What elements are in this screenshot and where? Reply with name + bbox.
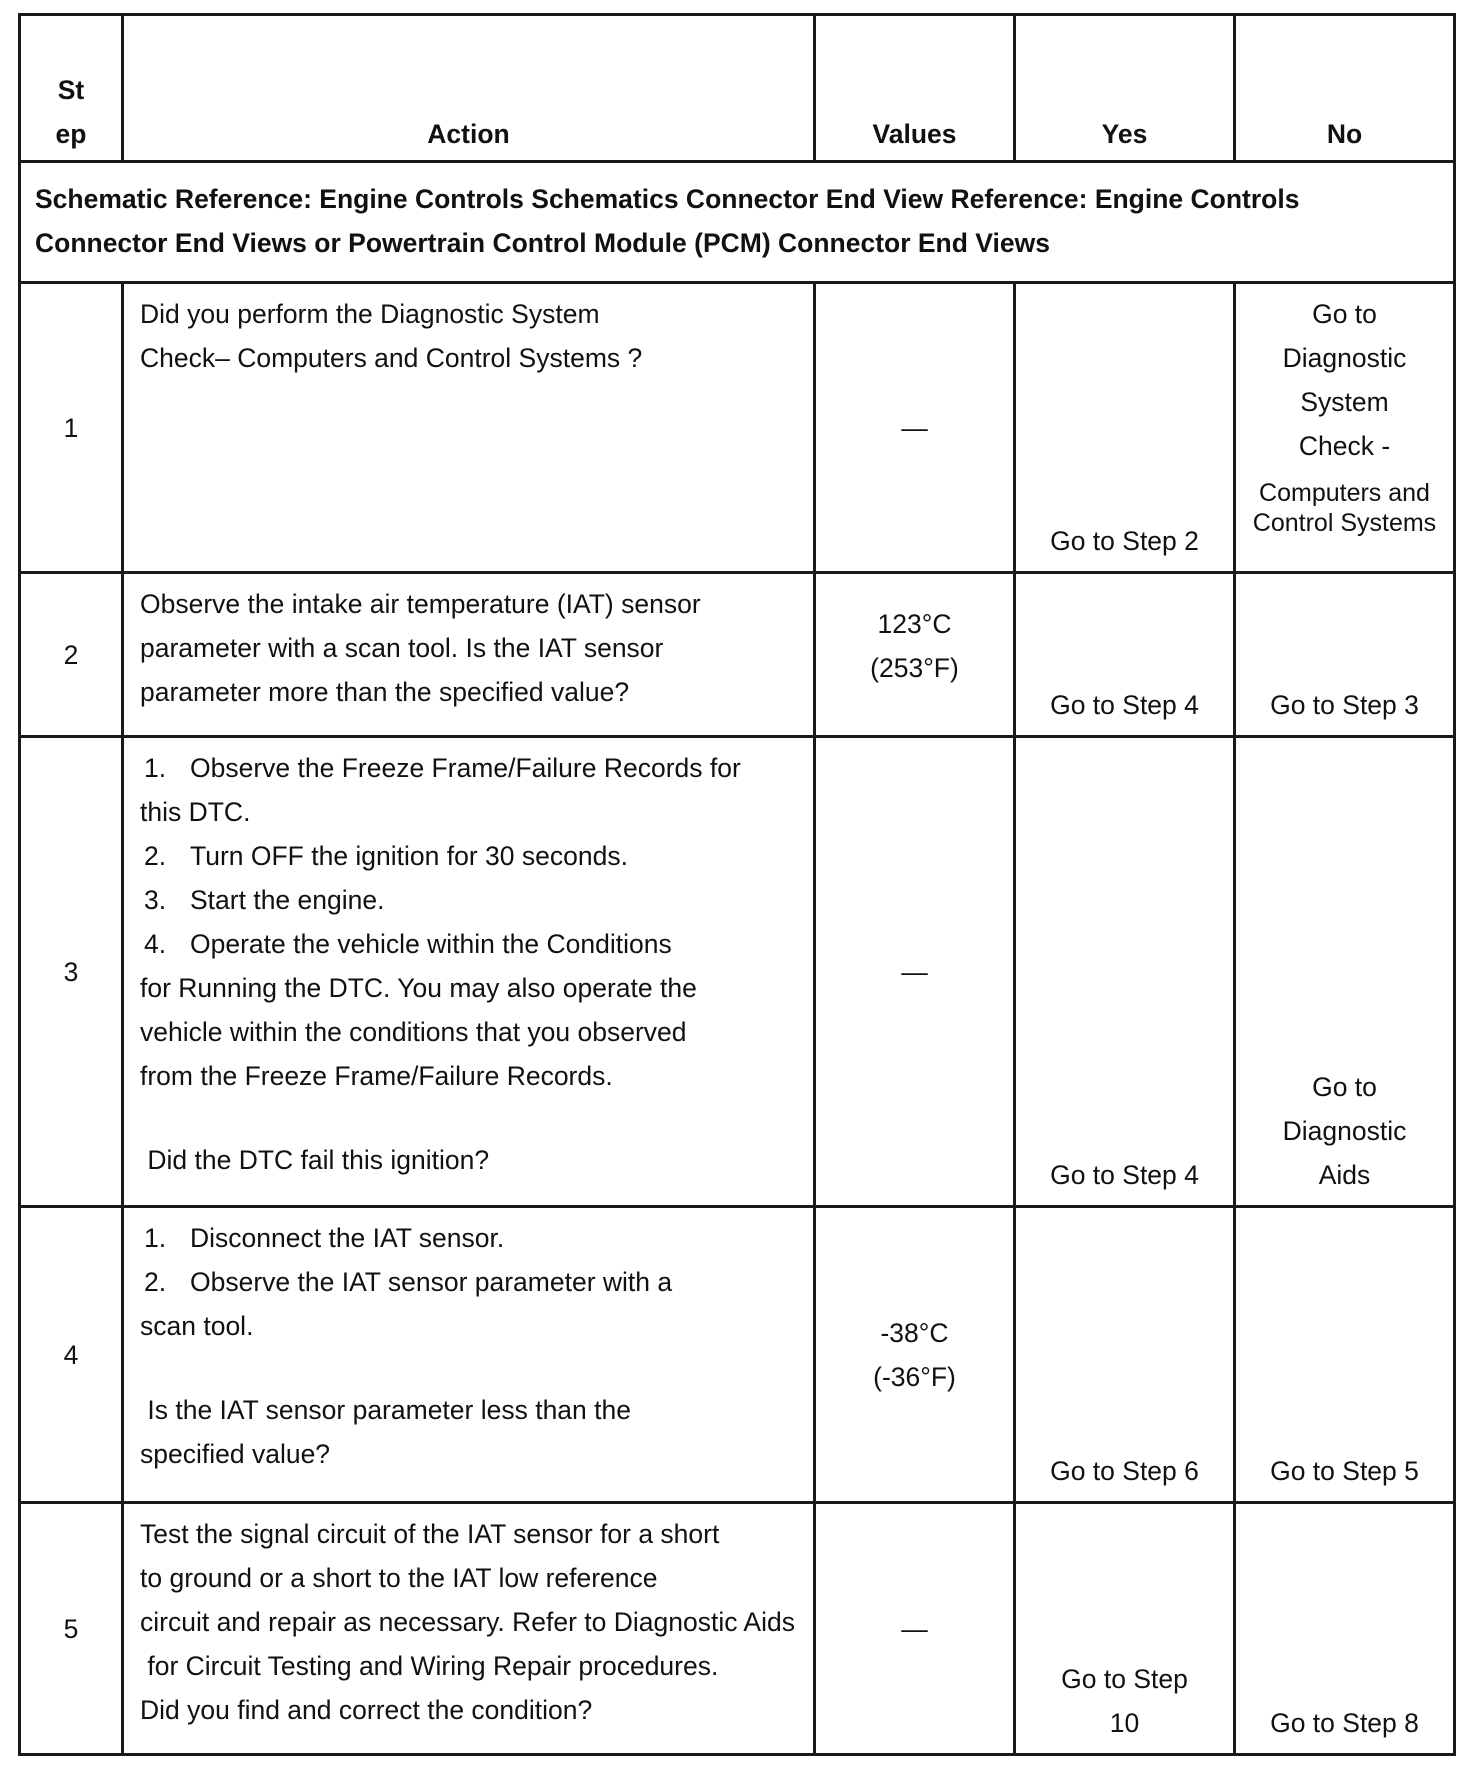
step-number: 2 [20, 573, 123, 737]
header-no: No [1235, 15, 1455, 162]
action-line: to ground or a short to the IAT low reference [140, 1563, 658, 1593]
yes-cell [1015, 573, 1235, 737]
action-line: Check– Computers and Control Systems ? [140, 343, 643, 373]
action-step [140, 1216, 803, 1260]
table-row [20, 573, 1455, 737]
no-line: Check - [1298, 431, 1391, 461]
diagnostic-document [18, 13, 1453, 1756]
action-step [140, 1260, 803, 1304]
action-line: this DTC. [140, 797, 251, 827]
table-row [20, 1503, 1455, 1755]
action-line: for Circuit Testing and Wiring Repair procedures. [140, 1651, 719, 1681]
value-line: -38°C [880, 1317, 949, 1348]
value-line: — [901, 956, 928, 987]
no-cell [1235, 1207, 1455, 1503]
no-link[interactable]: Go to Step 3 [1270, 690, 1419, 720]
yes-cell [1015, 737, 1235, 1207]
step-text: Start the engine. [190, 885, 385, 915]
yes-link[interactable]: Go to Step 4 [1050, 690, 1199, 720]
values-cell [815, 283, 1015, 573]
action-question: Did the DTC fail this ignition? [140, 1145, 490, 1175]
header-yes: Yes [1015, 15, 1235, 162]
action-cell [123, 283, 815, 573]
step-number: 1 [20, 283, 123, 573]
action-line: for Running the DTC. You may also operate the [140, 973, 697, 1003]
yes-cell [1015, 1503, 1235, 1755]
table-row [20, 1207, 1455, 1503]
action-line: Did you find and correct the condition? [140, 1695, 593, 1725]
action-step [140, 834, 803, 878]
values-cell [815, 1207, 1015, 1503]
no-link[interactable] [1236, 1065, 1453, 1197]
action-question: Is the IAT sensor parameter less than the [140, 1395, 631, 1425]
action-line: scan tool. [140, 1311, 254, 1341]
diagnostic-table [18, 13, 1456, 1756]
no-link[interactable]: Go to Step 8 [1270, 1708, 1419, 1738]
step-index: 4. [144, 929, 167, 959]
step-text: Observe the Freeze Frame/Failure Records for [190, 753, 741, 783]
values-cell [815, 1503, 1015, 1755]
action-cell [123, 737, 815, 1207]
header-step [20, 15, 123, 162]
step-text: Turn OFF the ignition for 30 seconds. [190, 841, 628, 871]
value-line: — [901, 412, 928, 443]
no-cell [1235, 573, 1455, 737]
no-line: Diagnostic [1282, 343, 1407, 373]
step-text: Operate the vehicle within the Conditions [190, 929, 672, 959]
no-line: Go to [1312, 1072, 1377, 1102]
yes-cell [1015, 283, 1235, 573]
action-line: parameter with a scan tool. Is the IAT sensor [140, 633, 664, 663]
action-line: parameter more than the specified value? [140, 677, 630, 707]
yes-link[interactable]: Go to Step 2 [1050, 526, 1199, 556]
no-cell [1235, 283, 1455, 573]
action-line: Test the signal circuit of the IAT sensor for a short [140, 1519, 720, 1549]
no-line: Control Systems [1252, 509, 1437, 537]
step-number: 5 [20, 1503, 123, 1755]
action-line: Did you perform the Diagnostic System [140, 299, 600, 329]
no-line: System [1300, 387, 1389, 417]
no-line: Computers and [1259, 479, 1430, 507]
values-cell [815, 573, 1015, 737]
step-index: 2. [144, 1267, 167, 1297]
value-line: (253°F) [870, 653, 959, 683]
yes-link[interactable]: Go to Step 4 [1050, 1160, 1199, 1190]
action-line: circuit and repair as necessary. Refer to Diagnostic Aids [140, 1607, 795, 1637]
step-index: 2. [144, 841, 167, 871]
header-action: Action [123, 15, 815, 162]
no-line: Go to [1312, 299, 1377, 329]
step-index: 1. [144, 1223, 167, 1253]
step-text: Disconnect the IAT sensor. [190, 1223, 505, 1253]
schematic-reference [20, 162, 1455, 283]
value-line: (-36°F) [873, 1361, 956, 1392]
values-cell [815, 737, 1015, 1207]
step-text: Observe the IAT sensor parameter with a [190, 1267, 673, 1297]
header-values: Values [815, 15, 1015, 162]
action-step [140, 746, 803, 790]
step-number: 3 [20, 737, 123, 1207]
action-line: from the Freeze Frame/Failure Records. [140, 1061, 613, 1091]
action-step [140, 922, 803, 966]
step-index: 3. [144, 885, 167, 915]
action-question: specified value? [140, 1439, 331, 1469]
reference-line: Schematic Reference: Engine Controls Schematics Connector End View Reference: Engine Controls [35, 184, 1300, 214]
value-line: 123°C [877, 609, 952, 639]
yes-link[interactable]: Go to Step 6 [1050, 1456, 1199, 1486]
reference-line: Connector End Views or Powertrain Control Module (PCM) Connector End Views [35, 228, 1050, 258]
action-cell [123, 1503, 815, 1755]
step-number: 4 [20, 1207, 123, 1503]
yes-line: Go to Step [1061, 1664, 1188, 1694]
spacer [140, 1348, 803, 1388]
header-row [20, 15, 1455, 162]
no-cell [1235, 737, 1455, 1207]
spacer [140, 1098, 803, 1138]
action-line: vehicle within the conditions that you observed [140, 1017, 687, 1047]
yes-link[interactable] [1016, 1657, 1233, 1745]
step-index: 1. [144, 753, 167, 783]
value-line: — [901, 1613, 928, 1644]
no-line: Aids [1318, 1160, 1371, 1190]
action-cell [123, 1207, 815, 1503]
action-cell [123, 573, 815, 737]
no-link[interactable] [1236, 292, 1453, 538]
header-step-line: St [57, 75, 85, 105]
action-step [140, 878, 803, 922]
no-cell [1235, 1503, 1455, 1755]
table-row [20, 283, 1455, 573]
no-line: Diagnostic [1282, 1116, 1407, 1146]
action-line: Observe the intake air temperature (IAT) sensor [140, 589, 701, 619]
reference-row [20, 162, 1455, 283]
yes-cell [1015, 1207, 1235, 1503]
header-step-line: ep [55, 119, 87, 149]
table-row [20, 737, 1455, 1207]
yes-line: 10 [1109, 1708, 1140, 1738]
no-link[interactable]: Go to Step 5 [1270, 1456, 1419, 1486]
